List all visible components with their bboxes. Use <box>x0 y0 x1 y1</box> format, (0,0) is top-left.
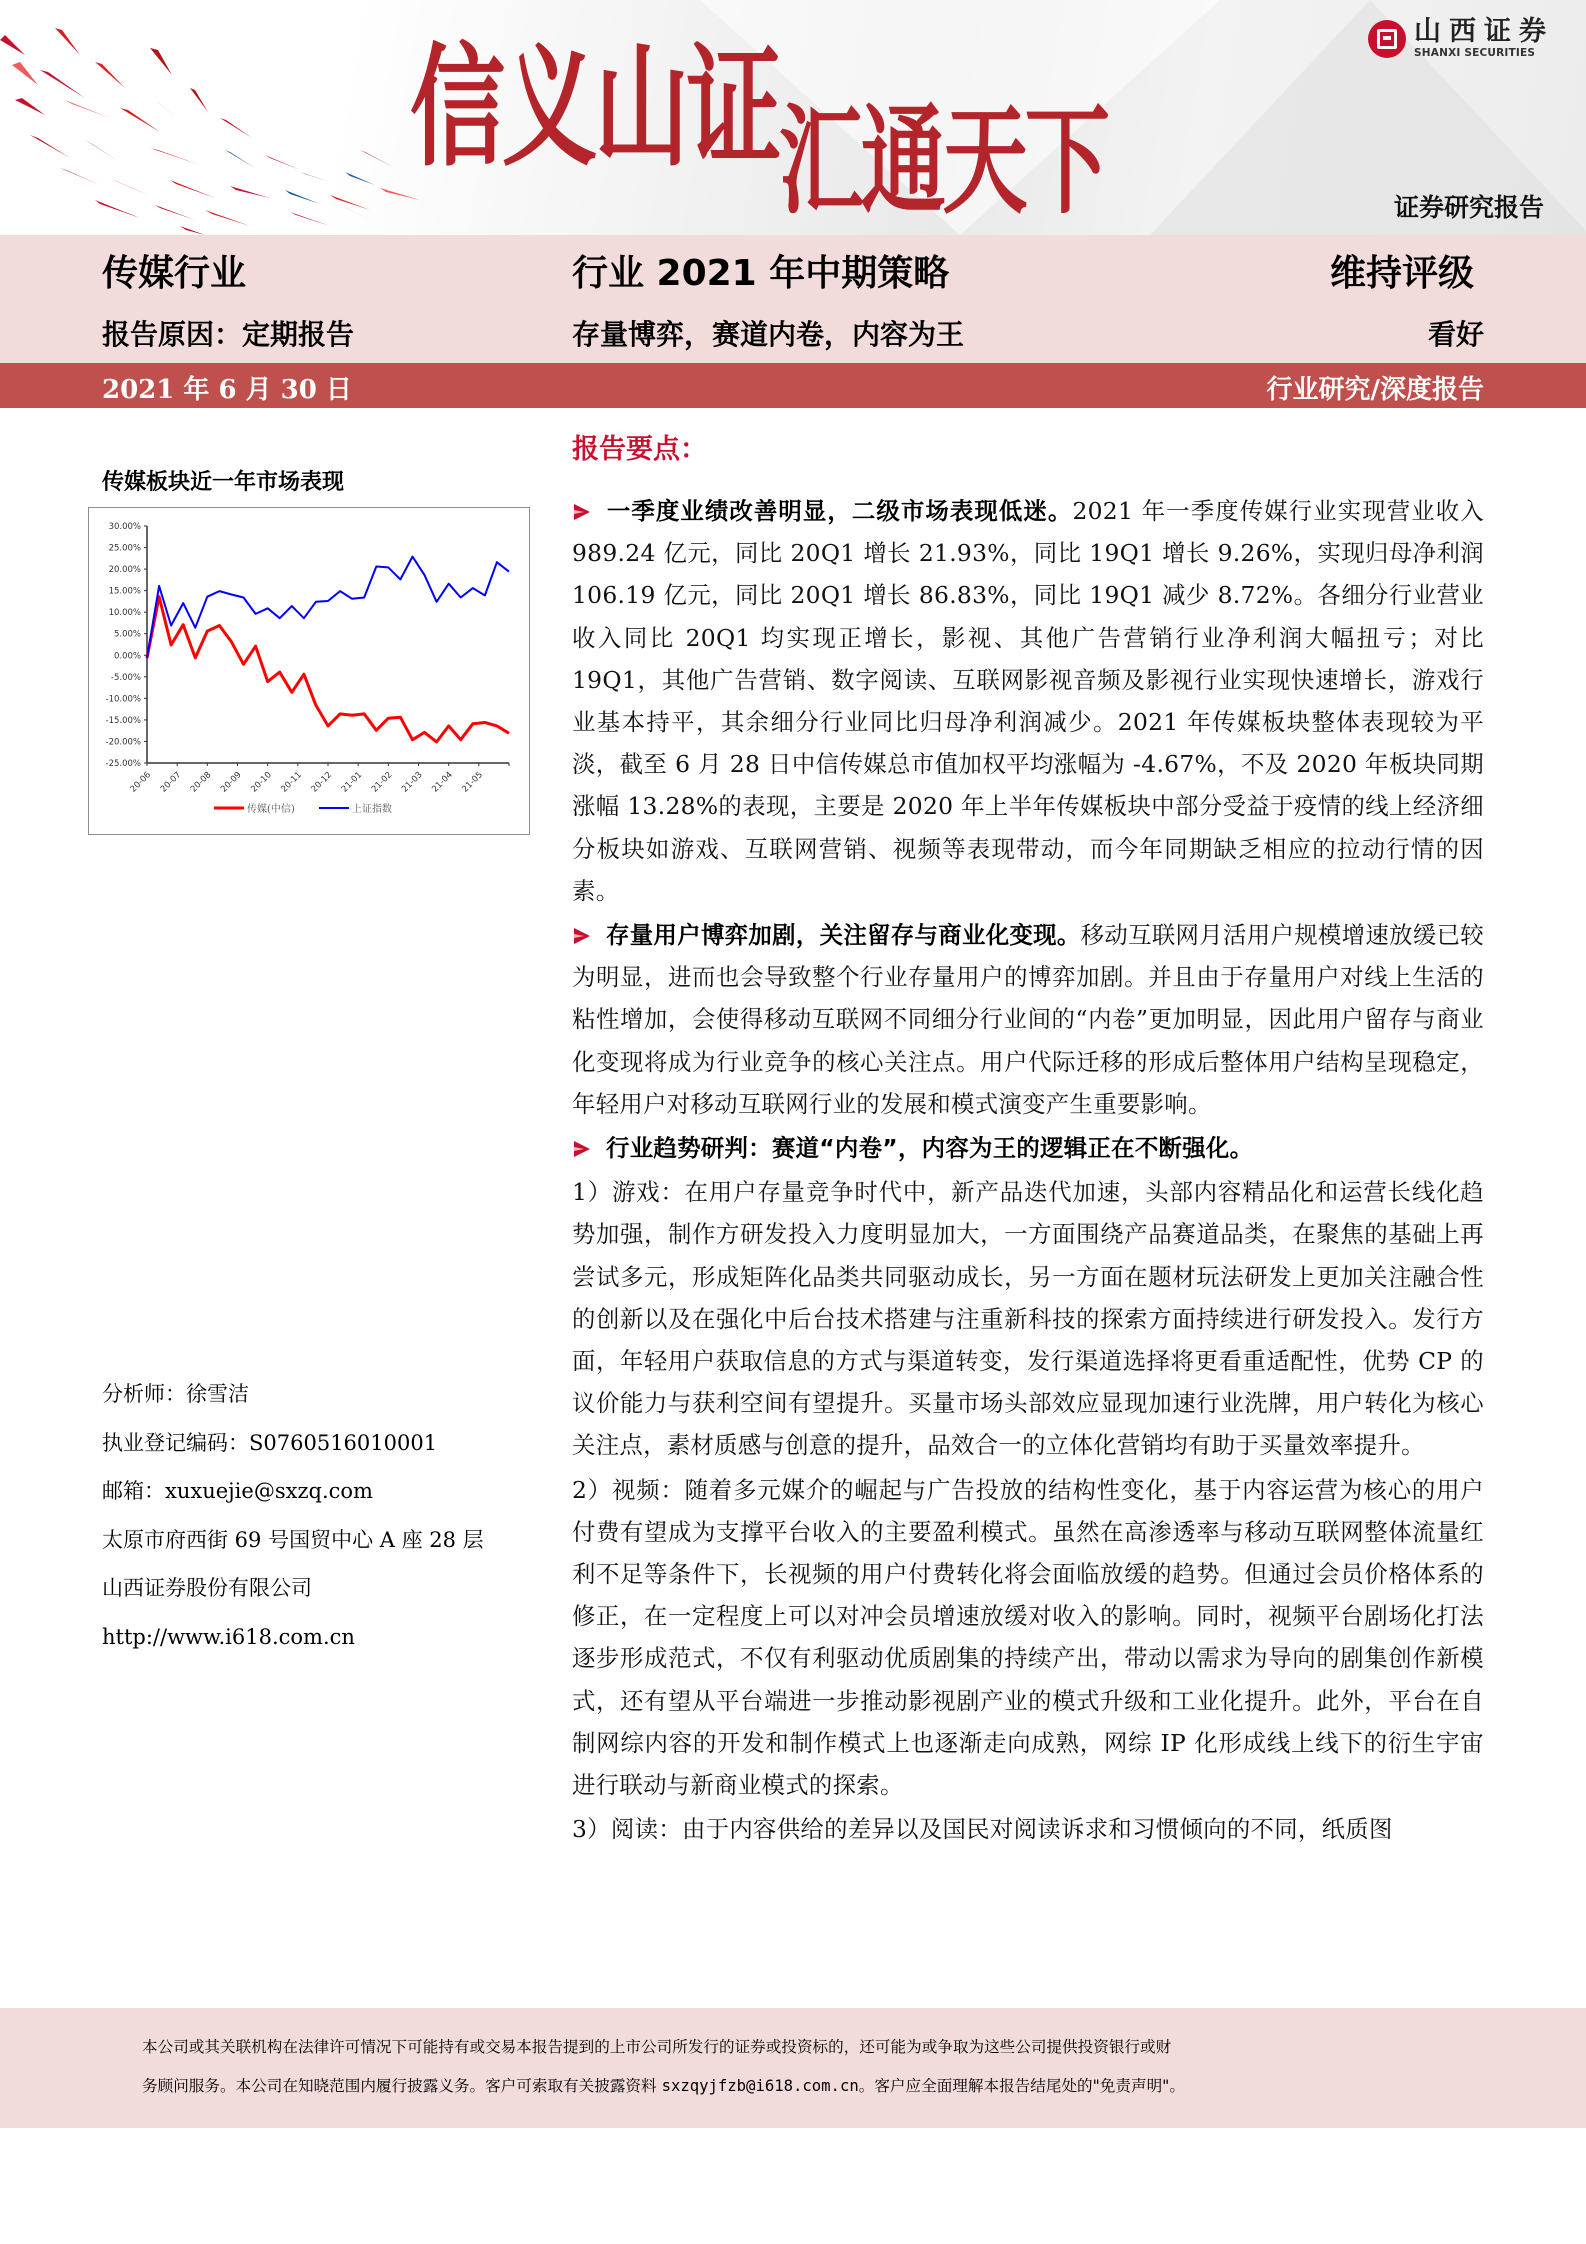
x-tick-label: 20-07 <box>158 770 184 795</box>
y-tick-label: 20.00% <box>108 565 141 576</box>
x-tick-label: 21-03 <box>400 770 425 795</box>
bullet-body: 移动互联网月活用户规模增速放缓已较为明显，进而也会导致整个行业存量用户的博弈加剧。并且由于存量用户对线上生活的粘性增加，会使得移动互联网不同细分行业间的“内卷”更加明显，因此用户留存与商业化变现将成为行业竞争的核心关注点。用户代际迁移的形成后整体用户结构呈现稳定，年轻用户对移动互联网行业的发展和模式演变产生重要影响。 <box>572 921 1485 1118</box>
disclaimer-line-1: 本公司或其关联机构在法律许可情况下可能持有或交易本报告提到的上市公司所发行的证券或投资标的，还可能为或争取为这些公司提供投资银行或财 <box>142 2038 1172 2056</box>
disclaimer-line-2-end: 。客户应全面理解本报告结尾处的"免责声明"。 <box>858 2077 1185 2095</box>
report-highlights <box>572 430 1484 1851</box>
disclosure-email-link[interactable]: sxzqyjfzb@i618.com.cn <box>661 2077 859 2095</box>
market-performance-chart <box>88 507 530 835</box>
bullet-heading: 一季度业绩改善明显，二级市场表现低迷。 <box>606 497 1073 525</box>
y-tick-label: 10.00% <box>108 608 141 619</box>
rating-value: 看好 <box>1427 318 1484 351</box>
y-tick-label: -10.00% <box>105 694 141 705</box>
series-line <box>147 597 509 742</box>
section-title: 报告要点： <box>572 434 707 465</box>
x-tick-label: 20-12 <box>309 770 335 795</box>
x-tick-label: 21-05 <box>460 770 485 795</box>
banner-slogan <box>410 31 1107 230</box>
bullet-item <box>572 914 1484 1125</box>
analyst-email-link[interactable]: xuxuejie@sxzq.com <box>165 1479 373 1503</box>
report-title: 行业 2021 年中期策略 <box>572 253 950 294</box>
decorative-arrows-icon <box>0 0 430 235</box>
legend-label: 上证指数 <box>352 804 392 815</box>
bullet-item <box>572 1127 1484 1169</box>
disclaimer-footer <box>0 2008 1586 2128</box>
y-tick-label: 15.00% <box>108 586 141 597</box>
bullet-body: 2021 年一季度传媒行业实现营业收入 989.24 亿元，同比 20Q1 增长 21.93%，同比 19Q1 增长 9.26%，实现归母净利润 106.19 亿元，同比 20Q1 增长 86.83%，同比 19Q1 减少 8.72%。各细分行业营业收入同比 20Q1 均实现正增长，影视、其他广告营销行业净利润大幅扭亏；对比 19Q1，其他广告营销、数字阅读、互联网影视音频及影视行业实现快速增长，游戏行业基本持平，其余细分行业同比归母净利润减少。2021 年传媒板块整体表现较为平淡，截至 6 月 28 日中信传媒总市值加权平均涨幅为 -4.67%，不及 2020 年板块同期涨幅 13.28%的表现，主要是 2020 年上半年传媒板块中部分受益于疫情的线上经济细分板块如游戏、互联网营销、视频等表现带动，而今年同期缺乏相应的拉动行情的因素。 <box>572 497 1484 905</box>
x-tick-label: 21-02 <box>369 770 395 795</box>
report-date: 2021 年 6 月 30 日 <box>102 375 352 405</box>
report-category: 行业研究/深度报告 <box>1266 375 1484 405</box>
x-tick-label: 21-04 <box>430 770 455 795</box>
company-logo <box>1368 18 1554 60</box>
company-name: 山西证券股份有限公司 <box>102 1576 312 1600</box>
date-band <box>0 363 1586 408</box>
paragraph-video: 2）视频：随着多元媒介的崛起与广告投放的结构性变化，基于内容运营为核心的用户付费有望成为支撑平台收入的主要盈利模式。虽然在高渗透率与移动互联网整体流量红利不足等条件下，长视频的用户付费转化将会面临放缓的趋势。但通过会员价格体系的修正，在一定程度上可以对冲会员增速放缓对收入的影响。同时，视频平台剧场化打法逐步形成范式，不仅有利驱动优质剧集的持续产出，带动以需求为导向的剧集创作新模式，还有望从平台端进一步推动影视剧产业的模式升级和工业化提升。此外，平台在自制网综内容的开发和制作模式上也逐渐走向成熟，网综 IP 化形成线上线下的衍生宇宙进行联动与新商业模式的探索。 <box>572 1475 1484 1800</box>
y-tick-label: -25.00% <box>105 759 141 769</box>
report-type-label: 证券研究报告 <box>1393 193 1544 222</box>
x-tick-label: 21-01 <box>339 770 365 795</box>
y-tick-label: 5.00% <box>113 629 141 640</box>
disclaimer-line-2: 务顾问服务。本公司在知晓范围内履行披露义务。客户可索取有关披露资料 <box>142 2077 662 2095</box>
shanxi-securities-logo-icon <box>1368 20 1406 58</box>
paragraph-reading: 3）阅读：由于内容供给的差异以及国民对阅读诉求和习惯倾向的不同，纸质图 <box>572 1815 1393 1844</box>
license-label: 执业登记编码： <box>102 1430 249 1455</box>
x-tick-label: 20-06 <box>128 770 154 795</box>
analyst-contact <box>102 1370 484 1661</box>
x-tick-label: 20-11 <box>279 770 304 795</box>
bullet-arrow-icon <box>574 1141 590 1157</box>
x-tick-label: 20-08 <box>188 770 214 795</box>
x-tick-label: 20-09 <box>219 770 244 795</box>
y-tick-label: -5.00% <box>110 672 141 683</box>
header-banner <box>0 0 1586 235</box>
y-tick-label: 30.00% <box>108 522 141 532</box>
company-website-link[interactable]: http://www.i618.com.cn <box>102 1624 355 1649</box>
logo-en-text: SHANXI SECURITIES <box>1414 47 1536 59</box>
bullet-item <box>572 490 1484 912</box>
industry-label: 传媒行业 <box>102 253 247 294</box>
y-tick-label: -15.00% <box>105 715 141 726</box>
report-subtitle: 存量博弈，赛道内卷，内容为王 <box>572 318 965 351</box>
analyst-name: 分析师：徐雪洁 <box>102 1382 249 1406</box>
paragraph-games: 1）游戏：在用户存量竞争时代中，新产品迭代加速，头部内容精品化和运营长线化趋势加强，制作方研发投入力度明显加大，一方面围绕产品赛道品类，在聚焦的基础上再尝试多元，形成矩阵化品类共同驱动成长，另一方面在题材玩法研发上更加关注融合性的创新以及在强化中后台技术搭建与注重新科技的探索方面持续进行研发投入。发行方面，年轻用户获取信息的方式与渠道转变，发行渠道选择将更看重适配性，优势 CP 的议价能力与获利空间有望提升。买量市场头部效应显现加速行业洗牌，用户转化为核心关注点，素材质感与创意的提升，品效合一的立体化营销均有助于买量效率提升。 <box>572 1178 1484 1460</box>
x-tick-label: 20-10 <box>249 770 274 795</box>
slogan-part2: 汇通天下 <box>778 92 1107 230</box>
logo-cn-text: 山西证券 <box>1414 16 1554 47</box>
line-chart <box>89 508 529 834</box>
bullet-heading: 存量用户博弈加剧，关注留存与商业化变现。 <box>606 921 1081 950</box>
bullet-heading: 行业趋势研判：赛道“内卷”，内容为王的逻辑正在不断强化。 <box>606 1134 1254 1163</box>
y-tick-label: 25.00% <box>108 543 141 554</box>
chart-title: 传媒板块近一年市场表现 <box>102 470 345 495</box>
bullet-arrow-icon <box>574 928 590 944</box>
license-number: S0760516010001 <box>249 1430 438 1455</box>
legend-label: 传媒(中信) <box>247 804 295 815</box>
email-label: 邮箱： <box>102 1479 165 1503</box>
rating-action: 维持评级 <box>1329 253 1474 294</box>
company-address: 太原市府西街 69 号国贸中心 A 座 28 层 <box>102 1527 484 1552</box>
report-reason: 报告原因：定期报告 <box>102 318 355 351</box>
y-tick-label: 0.00% <box>113 651 141 662</box>
slogan-part1: 信义山证 <box>410 31 779 185</box>
report-info-band <box>0 235 1586 363</box>
bullet-arrow-icon <box>574 504 590 520</box>
y-tick-label: -20.00% <box>105 737 141 748</box>
